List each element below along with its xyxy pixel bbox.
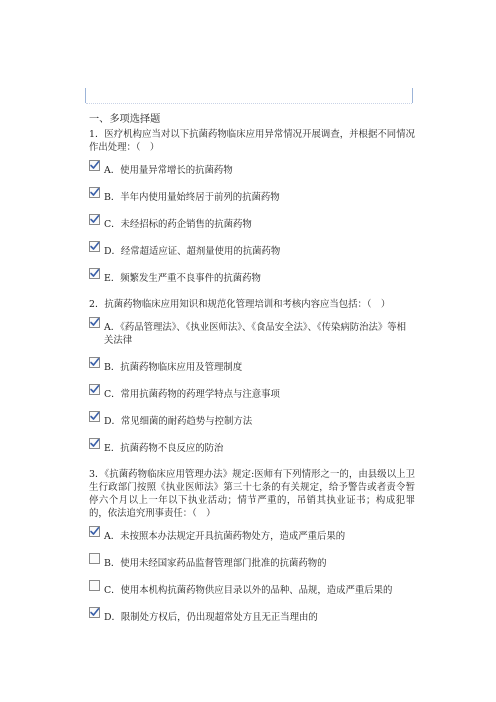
option-label: B．抗菌药物临床应用及管理制度: [104, 362, 243, 373]
answer-option[interactable]: [89, 242, 415, 258]
option-label: D．经常超适应证、超剂量使用的抗菌药物: [104, 246, 281, 257]
option-label: A．未按照本办法规定开具抗菌药物处方，造成严重后果的: [104, 531, 346, 542]
answer-option[interactable]: [89, 161, 415, 177]
checked-checkbox-icon[interactable]: [89, 214, 100, 225]
answer-option[interactable]: [89, 215, 415, 231]
option-label: A．使用量异常增长的抗菌药物: [104, 165, 233, 176]
right-margin-mark: [412, 88, 413, 103]
document-content: [89, 113, 415, 637]
checked-checkbox-icon[interactable]: [89, 160, 100, 171]
unchecked-checkbox-icon[interactable]: [89, 580, 100, 591]
answer-option[interactable]: [89, 269, 415, 285]
option-label: C．使用本机构抗菌药物供应目录以外的品种、品规，造成严重后果的: [104, 585, 393, 596]
question-1: [89, 128, 415, 298]
question-text: 2．抗菌药物临床应用知识和规范化管理培训和考核内容应当包括：（ ）: [89, 299, 391, 310]
option-label: C．常用抗菌药物的药理学特点与注意事项: [104, 389, 280, 400]
checked-checkbox-icon[interactable]: [89, 526, 100, 537]
question-text: 3．《抗菌药物临床应用管理办法》规定:医师有下列情形之一的，由县级以上卫生行政部门按照《执业医师法》第三十七条的有关规定，给予警告或者责令暂停六个月以上一年以下执业活动；情节严重的，吊销其执业证书；构成犯罪的，依法追究刑事责任：（ ）: [89, 469, 415, 519]
option-label: D．限制处方权后，仍出现超常处方且无正当理由的: [104, 612, 318, 623]
checked-checkbox-icon[interactable]: [89, 241, 100, 252]
option-label: C．未经招标的药企销售的抗菌药物: [104, 219, 252, 230]
checked-checkbox-icon[interactable]: [89, 268, 100, 279]
answer-option[interactable]: [89, 385, 415, 401]
option-label: B．半年内使用量始终居于前列的抗菌药物: [104, 192, 280, 203]
unchecked-checkbox-icon[interactable]: [89, 553, 100, 564]
answer-option[interactable]: [89, 318, 415, 347]
left-margin-mark: [85, 88, 86, 103]
option-label: E．频繁发生严重不良事件的抗菌药物: [104, 273, 261, 284]
answer-option[interactable]: [89, 439, 415, 455]
question-3: [89, 468, 415, 637]
answer-option[interactable]: [89, 358, 415, 374]
header-rule: [86, 103, 412, 104]
checked-checkbox-icon[interactable]: [89, 438, 100, 449]
option-label: D．常见细菌的耐药趋势与控制方法: [104, 416, 253, 427]
checked-checkbox-icon[interactable]: [89, 357, 100, 368]
checked-checkbox-icon[interactable]: [89, 411, 100, 422]
checked-checkbox-icon[interactable]: [89, 607, 100, 618]
question-text: 1．医疗机构应当对以下抗菌药物临床应用异常情况开展调查，并根据不同情况作出处理：（ ）: [89, 129, 415, 153]
option-label: E．抗菌药物不良反应的防治: [104, 443, 224, 454]
option-label: B．使用未经国家药品监督管理部门批准的抗菌药物的: [104, 558, 327, 569]
checked-checkbox-icon[interactable]: [89, 187, 100, 198]
section-title: 一、多项选择题: [89, 114, 161, 125]
answer-option[interactable]: [89, 527, 415, 543]
option-label: A．《药品管理法》、《执业医师法》、《食品安全法》、《传染病防治法》等相关法律: [104, 322, 407, 346]
checked-checkbox-icon[interactable]: [89, 384, 100, 395]
checked-checkbox-icon[interactable]: [89, 317, 100, 328]
answer-option[interactable]: [89, 188, 415, 204]
question-spacer: [89, 635, 415, 637]
answer-option[interactable]: [89, 581, 415, 597]
answer-option[interactable]: [89, 608, 415, 624]
answer-option[interactable]: [89, 554, 415, 570]
answer-option[interactable]: [89, 412, 415, 428]
question-list: [89, 128, 415, 637]
question-2: [89, 298, 415, 468]
